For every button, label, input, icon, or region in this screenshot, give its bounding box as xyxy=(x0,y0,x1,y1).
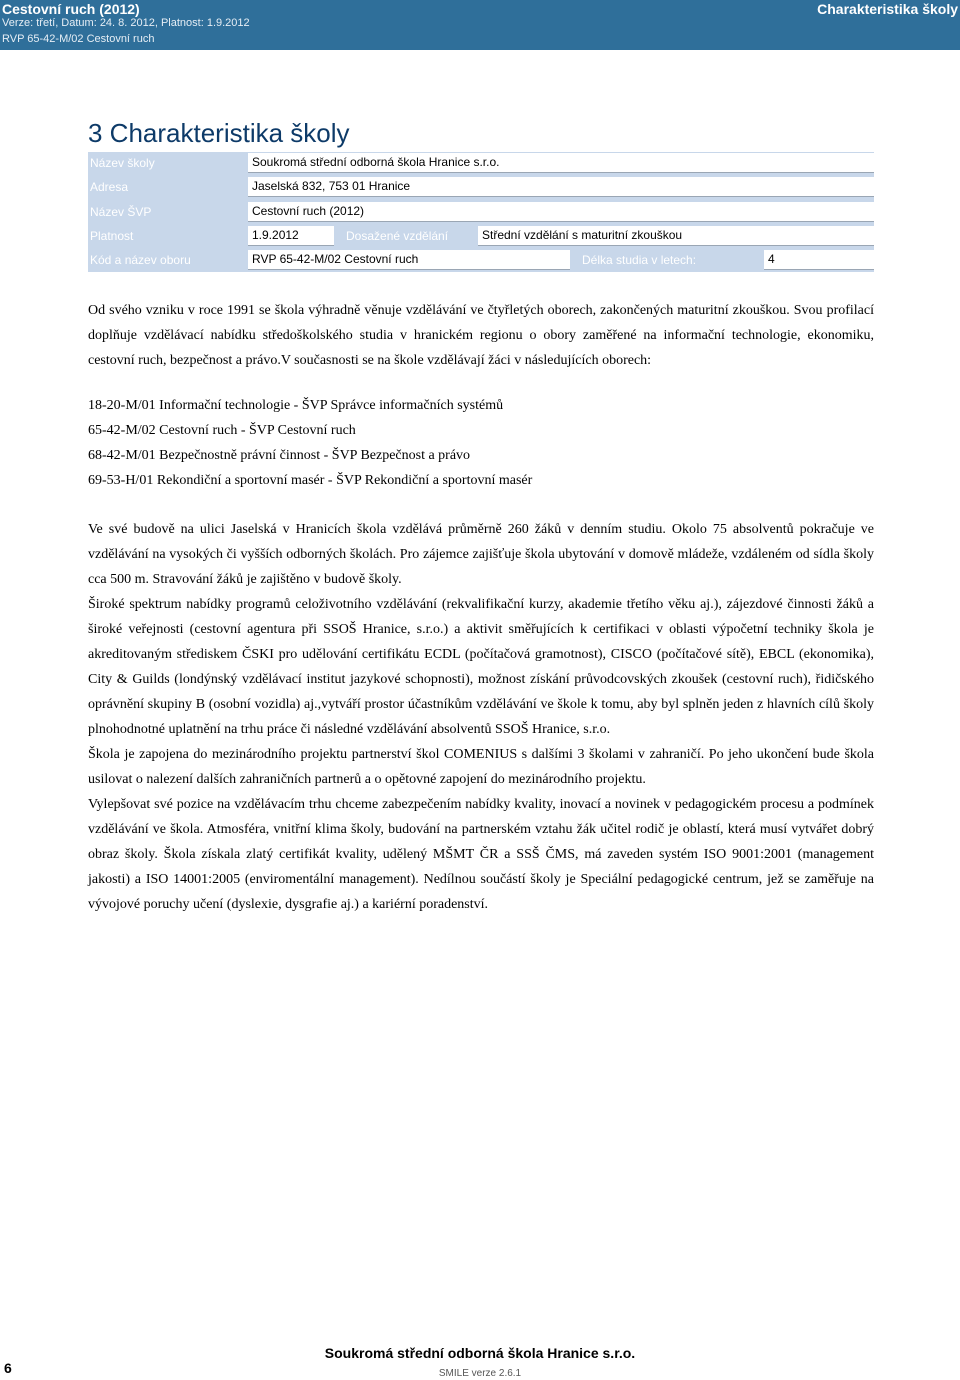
school-value: Soukromá střední odborná škola Hranice s.r.o. xyxy=(248,153,874,173)
validity-label: Platnost xyxy=(90,229,134,243)
main-content xyxy=(88,298,874,917)
field-value: RVP 65-42-M/02 Cestovní ruch xyxy=(248,250,570,270)
list-item: 18-20-M/01 Informační technologie - ŠVP Správce informačních systémů xyxy=(88,398,504,413)
section-name: Charakteristika školy xyxy=(817,1,958,17)
length-label: Délka studia v letech: xyxy=(582,253,697,267)
paragraph-comenius: Škola je zapojena do mezinárodního projektu partnerství škol COMENIUS s dalšími 3 školami v zahraničí. Po jeho ukončení bude škola usilovat o nalezení dalších zahraničních partnerů a o opětovné zapojení do mezinárodního projektu. xyxy=(88,747,874,787)
paragraph-students: Ve své budově na ulici Jaselská v Hranicích škola vzdělává průměrně 260 žáků v denním studiu. Okolo 75 absolventů pokračuje ve vzdělávání na vysokých či vyšších odborných školách. Pro zájemce zajišťuje škola ubytování v domově mládeže, vzdáleném od sídla školy cca 500 m. Stravování žáků je zajištěno v budově školy. xyxy=(88,522,874,587)
document-title: Cestovní ruch (2012) xyxy=(2,1,140,17)
page-header xyxy=(0,0,960,50)
address-value: Jaselská 832, 753 01 Hranice xyxy=(248,177,874,197)
school-info-box xyxy=(88,152,874,272)
field-label: Kód a název oboru xyxy=(90,253,191,267)
fields-list xyxy=(88,393,874,493)
section-title: 3 Charakteristika školy xyxy=(88,118,350,148)
school-label: Název školy xyxy=(90,156,155,170)
education-label: Dosažené vzdělání xyxy=(346,229,449,243)
rvp-info: RVP 65-42-M/02 Cestovní ruch xyxy=(2,33,155,45)
svp-value: Cestovní ruch (2012) xyxy=(248,202,874,222)
education-value: Střední vzdělání s maturitní zkouškou xyxy=(478,226,874,246)
version-info: Verze: třetí, Datum: 24. 8. 2012, Platnost: 1.9.2012 xyxy=(2,17,250,29)
intro-paragraph: Od svého vzniku v roce 1991 se škola výhradně věnuje vzdělávání ve čtyřletých oborech, zakončených maturitní zkouškou. Svou profilací doplňuje vzdělávací nabídku středoškolského studia v hranickém regionu o obory zaměřené na informační technologie, ekonomiku, cestovní ruch, bezpečnost a právo.V současnosti se na škole vzdělávají žáci v následujících oborech: xyxy=(88,303,874,368)
svp-label: Název ŠVP xyxy=(90,205,152,219)
list-item: 69-53-H/01 Rekondiční a sportovní masér - ŠVP Rekondiční a sportovní masér xyxy=(88,473,533,488)
footer-version: SMILE verze 2.6.1 xyxy=(438,1368,522,1379)
list-item: 68-42-M/01 Bezpečnostně právní činnost - ŠVP Bezpečnost a právo xyxy=(88,448,471,463)
footer-school-name: Soukromá střední odborná škola Hranice s.r.o. xyxy=(324,1345,636,1361)
length-value: 4 xyxy=(764,250,874,270)
list-item: 65-42-M/02 Cestovní ruch - ŠVP Cestovní ruch xyxy=(88,423,356,438)
page-number: 6 xyxy=(4,1360,12,1376)
paragraph-programs: Široké spektrum nabídky programů celoživotního vzdělávání (rekvalifikační kurzy, akademie třetího věku aj.), zájezdové činnosti žáků a široké veřejnosti (cestovní agentura při SSOŠ Hranice, s.r.o.) a aktivit směřujících k certifikaci v oblasti výpočetní techniky škola je akreditovaným střediskem ČSKI pro udělování certifikátu ECDL (počítačová gramotnost), CISCO (počítačové sítě), EBCL (ekonomika), City & Guilds (londýnský vzdělávací institut jazykové schopnosti), možnost získání průvodcovských zkoušek (cestovní ruch), řidičského oprávnění skupiny B (osobní vozidla) aj.,vytváří prostor účastníkům vzdělávání ve škole k tomu, aby byl splněn jeden z hlavních cílů školy plnohodnotné uplatnění na trhu práce či následné vzdělávání absolventů SSOŠ Hranice, s.r.o. xyxy=(88,597,874,737)
validity-value: 1.9.2012 xyxy=(248,226,334,246)
paragraph-quality: Vylepšovat své pozice na vzdělávacím trhu chceme zabezpečením nabídky kvality, inovací a novinek v pedagogickém procesu a podmínek vzdělávání ve škola. Atmosféra, vnitřní klima školy, budování na partnerském vztahu žák učitel rodič je oblastí, která musí vytvářet dobrý obraz školy. Škola získala zlatý certifikát kvality, udělený MŠMT ČR a SSŠ ČMS, má zaveden systém ISO 9001:2001 (management jakosti) a ISO 14001:2005 (enviromentální management). Nedílnou součástí školy je Speciální pedagogické centrum, jež se zaměřuje na vývojové poruchy učení (dyslexie, dysgrafie aj.) a kariérní poradenství. xyxy=(88,797,874,912)
address-label: Adresa xyxy=(90,180,129,194)
